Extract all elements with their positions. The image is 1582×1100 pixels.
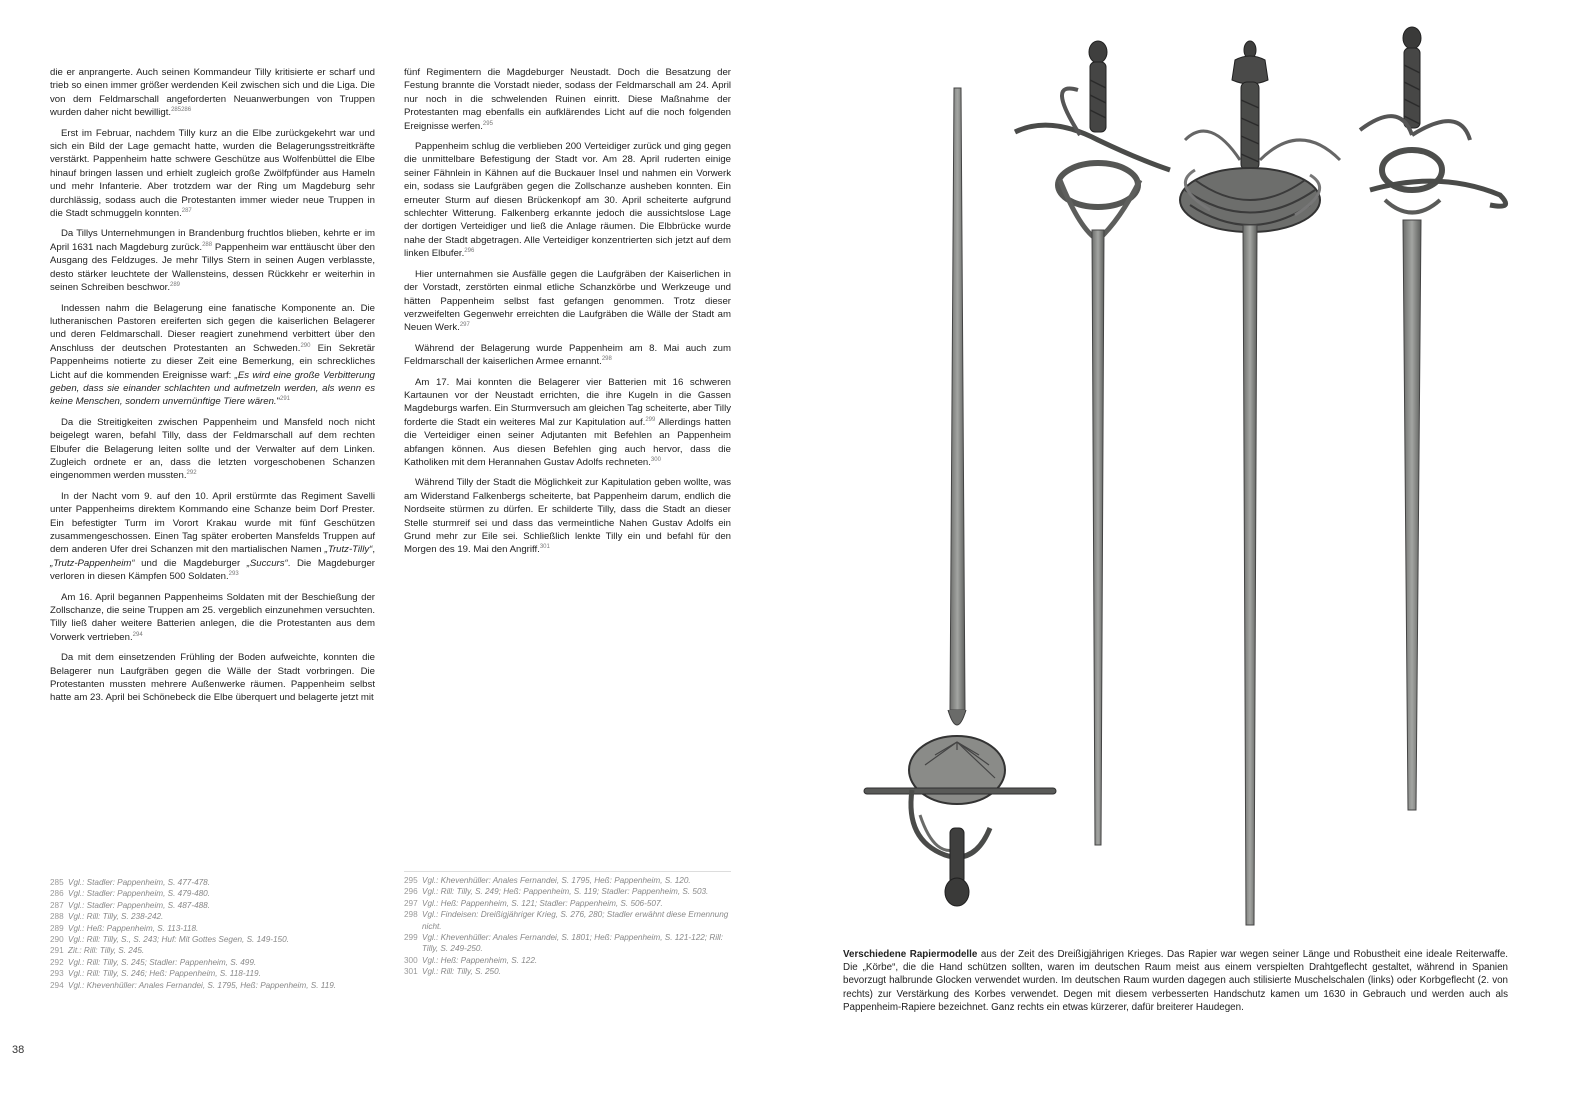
footnote-text: Vgl.: Khevenhüller: Anales Fernandei, S. 1795, Heß: Pappenheim, S. 120. (422, 876, 691, 885)
paragraph: Während Tilly der Stadt die Möglichkeit zur Kapitulation geben wollte, was am Widerstand Falkenbergs scheiterte, bat Pappenheim darum, endlich die Nordseite stürmen zu dürfen. Er schilderte Tilly, dass die Stadt an dieser Stelle sturmreif sei und dass das vermeintliche Nahen Gustav Adolfs ein Grund mehr zur Eile sei. Schließlich lenkte Tilly ein und befahl für den Morgen des 19. Mai den Angriff.$^{301}$ (404, 477, 731, 556)
rapier-illustration (840, 20, 1580, 940)
footnote-number: 293 (50, 969, 64, 979)
footnote-number: 301 (404, 967, 418, 977)
paragraph: fünf Regimentern die Magdeburger Neustadt. Doch die Besatzung der Festung brannte die Vorstadt nieder, sodass der Feldmarschall am 24. April nur noch in die schwelenden Ruinen einritt. Diese Maßnahme der Protestanten mag ebenfalls ein aufklärendes Licht auf die noch folgenden Ereignisse werfen.$^{295}$ (404, 67, 731, 132)
paragraph: Da mit dem einsetzenden Frühling der Boden aufweichte, konnten die Belagerer nun Laufgräben gegen die Wälle der Stadt vorbringen. Die Protestanten mussten mehrere Außenwerke räumen. Pappenheim selbst hatte am 23. April bei Schönebeck die Elbe überquert und belagerte jetzt mit (50, 652, 375, 704)
paragraph: In der Nacht vom 9. auf den 10. April erstürmte das Regiment Savelli unter Pappenheims direktem Kommando eine Schanze beim Dorf Prester. Ein befestigter Turm im Vorort Krakau wurde mit fünf Geschützen zusammengeschossen. Einen Tag später eroberten Mansfelds Truppen auf dem anderen Ufer drei Schanzen mit den martialischen Namen „Trutz-Tilly“, „Trutz-Pappenheim“ und die Magdeburger „Succurs“. Die Magdeburger verloren in diesen Kämpfen 500 Soldaten.$^{293}$ (50, 490, 375, 583)
footnote (404, 898, 731, 909)
footnote-number: 298 (404, 910, 418, 920)
rapier-basket-hilt (1180, 41, 1340, 925)
footnote-number: 294 (50, 980, 64, 990)
footnote (404, 932, 731, 955)
footnote-text: Vgl.: Rill: Tilly, S. 250. (422, 967, 501, 977)
footnote-text: Vgl.: Stadler: Pappenheim, S. 487-488. (68, 900, 211, 910)
footnote-text: Vgl.: Stadler: Pappenheim, S. 477-478. (68, 878, 211, 887)
footnote-text: Vgl.: Khevenhüller: Anales Fernandei, S. 1801; Heß: Pappenheim, S. 121-122; Rill: Tilly, S. 249-250. (422, 933, 723, 954)
footnote-number: 296 (404, 887, 418, 897)
footnote-number: 285 (50, 878, 64, 887)
text-column-middle (404, 66, 731, 564)
footnote (404, 875, 731, 886)
footnote-text: Vgl.: Khevenhüller: Anales Fernandei, S. 1795, Heß: Pappenheim, S. 119. (68, 980, 337, 990)
footnote-number: 299 (404, 933, 418, 943)
footnote-text: Vgl.: Rill: Tilly, S. 238-242. (68, 912, 164, 922)
footnote-text: Vgl.: Heß: Pappenheim, S. 122. (422, 955, 538, 965)
footnote-text: Vgl.: Rill: Tilly, S. 245; Stadler: Pappenheim, S. 499. (68, 957, 257, 967)
footnote (50, 888, 375, 899)
paragraph: Pappenheim schlug die verblieben 200 Verteidiger zurück und ging gegen die unmittelbare Befestigung der Stadt vor. Am 28. April ruderten einige seiner Fähnlein in Kähnen auf die Buckauer Insel und nahmen ein Vorwerk ein, sodass sie Laufgräben gegen die Zollschanze ausheben konnten. Ein erneuter Sturm auf diesen Brückenkopf am 30. April scheiterte aufgrund schlechter Witterung. Falkenberg erkannte jedoch die aussichtslose Lage der dortigen Verteidiger und ließ die Anlage räumen. Die Elbbrücke wurde nahe der Stadt abgetragen. Alle Verteidiger konzentrierten sich jetzt auf dem linken Elbufer.$^{296}$ (404, 141, 731, 260)
footnote-text: Vgl.: Stadler: Pappenheim, S. 479-480. (68, 889, 211, 899)
footnote-number: 290 (50, 935, 64, 945)
footnote (404, 886, 731, 897)
footnote-number: 291 (50, 946, 64, 956)
paragraph: die er anprangerte. Auch seinen Kommandeur Tilly kritisierte er scharf und trieb so einen immer größer werdenden Keil zwischen sich und die Liga. Die von dem Feldmarschall angeforderten Neuanwerbungen von Truppen wurden daher nicht bewilligt.$^{285286}$ (50, 67, 375, 119)
paragraph: Am 16. April begannen Pappenheims Soldaten mit der Beschießung der Zollschanze, die seine Truppen am 25. vergeblich einzunehmen versuchten. Tilly ließ daher weitere Batterien anlegen, die die Protestanten aus dem Vorwerk vertrieben.$^{294}$ (50, 591, 375, 643)
rapier-shell-guard (864, 88, 1056, 906)
footnote-number: 292 (50, 957, 64, 967)
footnote (50, 911, 375, 922)
paragraph: Hier unternahmen sie Ausfälle gegen die Laufgräben der Kaiserlichen in der Vorstadt, zerstörten einmal etliche Schanzkörbe und Werkzeuge und hätten Pappenheim selbst fast gefangen genommen. Trotz dieser verzweifelten Gegenwehr erreichten die Laufgräben die Wälle der Stadt am Neuen Werk.$^{297}$ (404, 268, 731, 334)
footnote-number: 295 (404, 876, 418, 885)
footnote-text: Vgl.: Findeisen: Dreißigjähriger Krieg, S. 276, 280; Stadler erwähnt diese Ernennung nicht. (422, 910, 729, 931)
paragraph: Am 17. Mai konnten die Belagerer vier Batterien mit 16 schweren Kartaunen vor der Neustadt errichten, die ihre Kugeln in die Gassen Magdeburgs warfen. Ein Sturmversuch am gleichen Tag scheiterte, aber Tilly forderte die Stadt ein weiteres Mal zur Kapitulation auf.$^{299}$ Allerdings hatten die Verteidiger einen seiner Adjutanten mit Befehlen an Pappenheim abfangen können. Aus diesen Befehlen ging auch hervor, dass die Katholiken mit dem Herannahen Gustav Adolfs rechneten.$^{300}$ (404, 376, 731, 468)
page-number: 38 (12, 1044, 25, 1056)
footnote (50, 945, 375, 956)
footnote-text: Vgl.: Rill: Tilly, S. 246; Heß: Pappenheim, S. 118-119. (68, 969, 261, 979)
footnote (50, 923, 375, 934)
footnote-number: 289 (50, 923, 64, 933)
footnote (50, 877, 375, 888)
rapier-swept-hilt (1015, 41, 1170, 845)
footnote (404, 955, 731, 966)
footnote-number: 288 (50, 912, 64, 922)
paragraph: Da die Streitigkeiten zwischen Pappenheim und Mansfeld noch nicht beigelegt waren, befahl Tilly, dass der Feldmarschall auf dem rechten Elbufer die Belagerung leiten sollte und der Verwalter auf dem Linken. Zugleich ordnete er an, dass die letzten vorgeschobenen Schanzen eingenommen werden mussten.$^{292}$ (50, 416, 375, 482)
footnote (50, 934, 375, 945)
footnotes-middle (404, 871, 731, 978)
footnote-text: Vgl.: Rill: Tilly, S. 249; Heß: Pappenheim, S. 119; Stadler: Pappenheim, S. 503. (422, 887, 709, 897)
paragraph: Da Tillys Unternehmungen in Brandenburg fruchtlos blieben, kehrte er im April 1631 nach Magdeburg zurück.$^{288}$ Pappenheim war enttäuscht über den Ausgang des Feldzuges. Je mehr Tillys Stern in seinen Augen verblasste, desto stärker leuchtete der Wallensteins, dessen Rückkehr er weiterhin in seinen Schreiben beschwor.$^{289}$ (50, 228, 375, 294)
footnote (404, 966, 731, 977)
footnote-text: Zit.: Rill: Tilly, S. 245. (68, 946, 145, 956)
footnote-number: 287 (50, 900, 64, 910)
figure-caption: Verschiedene Rapiermodelle aus der Zeit des Dreißigjährigen Krieges. Das Rapier war wegen seiner Länge und Robustheit eine ideale Reiterwaffe. Die „Körbe“, die die Hand schützen sollten, waren im deutschen Raum meist aus einem verspielten Drahtgeflecht gestaltet, während in Spanien bevorzugt halbrunde Glocken verwendet wurden. Im deutschen Raum wurden dagegen auch stilisierte Muschelschalen (links) oder Korbgeflecht (2. von rechts) zur Verstärkung des Korbes verwendet. Degen mit diesem verbesserten Handschutz kamen um 1630 in Gebrauch und werden auch als Pappenheim-Rapiere bezeichnet. Ganz rechts ein etwas kürzerer, dafür breiterer Haudegen. (843, 949, 1509, 1013)
footnote-text: Vgl.: Rill: Tilly, S., S. 243; Huf: Mit Gottes Segen, S. 149-150. (68, 935, 289, 945)
paragraph: Während der Belagerung wurde Pappenheim am 8. Mai auch zum Feldmarschall der kaiserlichen Armee ernannt.$^{298}$ (404, 342, 731, 368)
footnote (50, 957, 375, 968)
footnote-text: Vgl.: Heß: Pappenheim, S. 121; Stadler: Pappenheim, S. 506-507. (422, 898, 663, 908)
text-column-left (50, 66, 375, 712)
footnote (404, 909, 731, 932)
footnote-number: 300 (404, 955, 418, 965)
footnotes-left (50, 877, 375, 991)
footnote (50, 968, 375, 979)
footnote (50, 900, 375, 911)
footnote-text: Vgl.: Heß: Pappenheim, S. 113-118. (68, 923, 199, 933)
footnote-number: 286 (50, 889, 64, 899)
paragraph: Indessen nahm die Belagerung eine fanatische Komponente an. Die lutheranischen Pastoren ereiferten sich gegen die kaiserlichen Belagerer und deren Feldmarschall. Dieser reagiert zunehmend verbittert über den Anschluss der deutschen Protestanten an Schweden.$^{290}$ Ein Sekretär Pappenheims notierte zu dieser Zeit eine Bemerkung, ein schreckliches Licht auf die kommenden Ereignisse warf: „Es wird eine große Verbitterung geben, dass sie einander schlachten und aufmetzeln werden, als wenn es keine Menschen, sondern unvernünftige Tiere wären."$^{291}$ (50, 302, 375, 408)
footnote (50, 980, 375, 991)
rapier-haudegen (1360, 27, 1506, 810)
footnote-number: 297 (404, 898, 418, 908)
paragraph: Erst im Februar, nachdem Tilly kurz an die Elbe zurückgekehrt war und sich ein Bild der Lage gemacht hatte, wurden die Belagerungsstreitkräfte verstärkt. Pappenheim hatte schwere Geschütze aus Wolfenbüttel die Elbe hinauf bringen lassen und erhielt zugleich große Zwölfpfünder aus Hameln und mehr Infanterie. Aber trotzdem war der Ring um Magdeburg sehr durchlässig, sodass auch die Protestanten immer wieder neue Truppen in die Stadt schmuggeln konnten.$^{287}$ (50, 127, 375, 220)
